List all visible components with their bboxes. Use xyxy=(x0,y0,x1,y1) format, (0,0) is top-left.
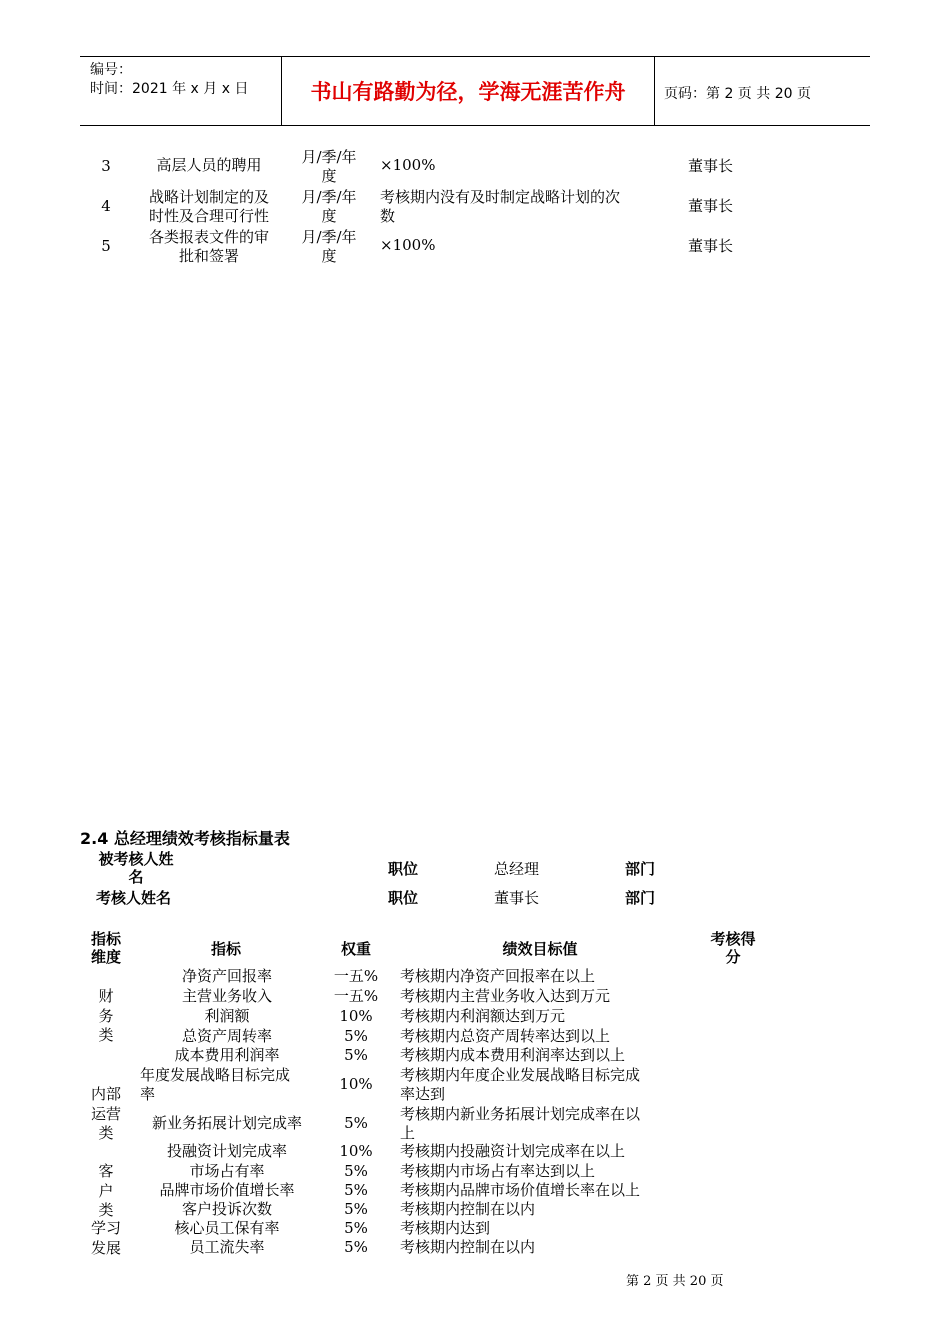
indicator-line: 品牌市场价值增长率 xyxy=(159,1181,295,1199)
indicator-formula xyxy=(380,188,620,226)
target-line: 考核期内净资产回报率在以上 xyxy=(400,967,596,985)
target-cell xyxy=(400,1162,595,1181)
target-line: 率达到 xyxy=(400,1085,446,1103)
target-line: 考核期内总资产周转率达到以上 xyxy=(400,1027,611,1045)
weight-cell: 5% xyxy=(344,1238,368,1256)
weight-cell: 5% xyxy=(344,1114,368,1132)
indicator-line: 年度发展战略目标完成 xyxy=(140,1066,291,1084)
dimension-label-line: 类 xyxy=(98,1201,114,1219)
indicator-line: 投融资计划完成率 xyxy=(166,1142,287,1160)
indicator-name-line: 高层人员的聘用 xyxy=(156,156,262,174)
indicator-cell xyxy=(140,1162,314,1181)
indicator-cell xyxy=(140,1114,314,1133)
target-line: 考核期内利润额达到万元 xyxy=(400,1007,566,1025)
row-number: 3 xyxy=(101,157,111,175)
weight-cell: 5% xyxy=(344,1027,368,1045)
assessee-position-value: 总经理 xyxy=(494,860,540,878)
formula-line: ×100% xyxy=(380,156,436,174)
indicator-line: 核心员工保有率 xyxy=(174,1219,280,1237)
assessee-name-label: 被考核人姓 名 xyxy=(98,850,174,886)
target-line: 考核期内品牌市场价值增长率在以上 xyxy=(400,1181,641,1199)
indicator-cell xyxy=(140,1007,314,1026)
target-cell xyxy=(400,1200,535,1219)
target-cell xyxy=(400,1181,640,1200)
weight-cell: 5% xyxy=(344,1162,368,1180)
target-cell xyxy=(400,1219,490,1238)
indicator-cell xyxy=(140,1200,314,1219)
target-cell xyxy=(400,1027,610,1046)
dimension-label-line: 务 xyxy=(98,1006,114,1025)
target-line: 考核期内年度企业发展战略目标完成 xyxy=(400,1066,641,1084)
target-line: 考核期内市场占有率达到以上 xyxy=(400,1162,596,1180)
weight-cell: 5% xyxy=(344,1219,368,1237)
dimension-label xyxy=(84,987,128,1046)
indicator-line: 利润额 xyxy=(204,1007,250,1025)
indicator-name xyxy=(136,156,282,175)
section-title: 2.4 总经理绩效考核指标量表 xyxy=(80,829,290,848)
dimension-label-line: 学习 xyxy=(90,1219,121,1237)
indicator-name-line: 时性及合理可行性 xyxy=(148,207,269,225)
responsible-person: 董事长 xyxy=(688,237,734,255)
indicator-cell xyxy=(140,1219,314,1238)
target-cell xyxy=(400,967,595,986)
indicator-line: 成本费用利润率 xyxy=(174,1046,280,1064)
indicator-formula xyxy=(380,156,435,175)
weight-cell: 5% xyxy=(344,1046,368,1064)
indicator-cell xyxy=(140,967,314,986)
target-line: 考核期内主营业务收入达到万元 xyxy=(400,987,611,1005)
header-indicator: 指标 xyxy=(210,940,241,958)
assessor-name-label: 考核人姓名 xyxy=(96,889,172,907)
indicator-cell xyxy=(140,1238,314,1257)
indicator-name-line: 批和签署 xyxy=(178,247,239,265)
indicator-cell xyxy=(140,1046,314,1065)
page-header xyxy=(80,56,870,126)
frequency-line: 度 xyxy=(321,207,337,225)
dimension-label-line: 运营 xyxy=(90,1104,121,1123)
frequency-line: 度 xyxy=(321,247,337,265)
indicator-formula xyxy=(380,236,435,255)
row-number: 5 xyxy=(101,237,111,255)
indicator-cell xyxy=(140,1027,314,1046)
header-target: 绩效目标值 xyxy=(502,940,578,958)
weight-cell: 一五% xyxy=(333,967,379,985)
dimension-label xyxy=(84,1085,128,1144)
formula-line: 考核期内没有及时制定战略计划的次 xyxy=(380,188,621,206)
assessee-dept-label: 部门 xyxy=(625,860,656,878)
dimension-label-line: 类 xyxy=(98,1026,114,1044)
header-score: 考核得 分 xyxy=(710,930,756,966)
target-line: 考核期内新业务拓展计划完成率在以 xyxy=(400,1105,641,1123)
target-cell xyxy=(400,1238,535,1257)
target-cell xyxy=(400,1046,625,1065)
weight-cell: 10% xyxy=(339,1075,373,1093)
indicator-cell xyxy=(140,1066,314,1104)
assessment-frequency xyxy=(294,188,364,226)
document-number-label: 编号： xyxy=(90,62,132,78)
target-cell xyxy=(400,1105,640,1143)
indicator-cell xyxy=(140,1142,314,1161)
dimension-label-line: 客 xyxy=(98,1162,114,1180)
indicator-line: 率 xyxy=(140,1085,156,1103)
indicator-line: 市场占有率 xyxy=(189,1162,265,1180)
assessment-frequency xyxy=(294,148,364,186)
target-line: 考核期内控制在以内 xyxy=(400,1200,536,1218)
formula-line: ×100% xyxy=(380,236,436,254)
dimension-label-line: 发展 xyxy=(90,1238,121,1257)
indicator-line: 客户投诉次数 xyxy=(181,1200,272,1218)
indicator-cell xyxy=(140,1181,314,1200)
weight-cell: 5% xyxy=(344,1181,368,1199)
document-time-label: 时间：2021 年 x 月 x 日 xyxy=(90,81,249,97)
frequency-line: 度 xyxy=(321,167,337,185)
weight-cell: 5% xyxy=(344,1200,368,1218)
header-page-number: 页码：第 2 页 共 20 页 xyxy=(664,86,811,102)
target-cell xyxy=(400,987,610,1006)
dimension-label xyxy=(84,1219,128,1258)
indicator-line: 主营业务收入 xyxy=(181,987,272,1005)
target-cell xyxy=(400,1007,565,1026)
dimension-label-line: 内部 xyxy=(90,1085,121,1103)
assessor-position-value: 董事长 xyxy=(494,889,540,907)
header-weight: 权重 xyxy=(340,940,371,958)
dimension-label-line: 财 xyxy=(98,987,114,1005)
weight-cell: 10% xyxy=(339,1007,373,1025)
target-line: 上 xyxy=(400,1124,416,1142)
responsible-person: 董事长 xyxy=(688,197,734,215)
header-meta xyxy=(90,61,248,99)
target-line: 考核期内控制在以内 xyxy=(400,1238,536,1256)
target-line: 考核期内成本费用利润率达到以上 xyxy=(400,1046,626,1064)
assessor-dept-label: 部门 xyxy=(625,889,656,907)
target-line: 考核期内达到 xyxy=(400,1219,491,1237)
header-dimension: 指标 维度 xyxy=(90,930,121,966)
dimension-label-line: 类 xyxy=(98,1124,114,1142)
frequency-line: 月/季/年 xyxy=(301,228,357,246)
assessment-frequency xyxy=(294,228,364,266)
indicator-line: 员工流失率 xyxy=(189,1238,265,1256)
formula-line: 数 xyxy=(380,207,396,225)
target-line: 考核期内投融资计划完成率在以上 xyxy=(400,1142,626,1160)
indicator-line: 总资产周转率 xyxy=(181,1027,272,1045)
target-cell xyxy=(400,1066,640,1104)
frequency-line: 月/季/年 xyxy=(301,188,357,206)
assessor-position-label: 职位 xyxy=(388,889,419,907)
header-divider xyxy=(654,57,655,125)
indicator-name xyxy=(136,228,282,266)
indicator-cell xyxy=(140,987,314,1006)
responsible-person: 董事长 xyxy=(688,157,734,175)
assessee-position-label: 职位 xyxy=(388,860,419,878)
indicator-name xyxy=(136,188,282,226)
dimension-label-line: 户 xyxy=(98,1181,114,1200)
weight-cell: 一五% xyxy=(333,987,379,1005)
weight-cell: 10% xyxy=(339,1142,373,1160)
frequency-line: 月/季/年 xyxy=(301,148,357,166)
indicator-name-line: 各类报表文件的审 xyxy=(148,228,269,246)
header-motto: 书山有路勤为径，学海无涯苦作舟 xyxy=(310,80,626,104)
page-footer: 第 2 页 共 20 页 xyxy=(626,1274,724,1289)
dimension-label xyxy=(84,1162,128,1221)
target-cell xyxy=(400,1142,625,1161)
row-number: 4 xyxy=(101,197,111,215)
indicator-line: 新业务拓展计划完成率 xyxy=(151,1114,302,1132)
indicator-name-line: 战略计划制定的及 xyxy=(148,188,269,206)
indicator-line: 净资产回报率 xyxy=(181,967,272,985)
